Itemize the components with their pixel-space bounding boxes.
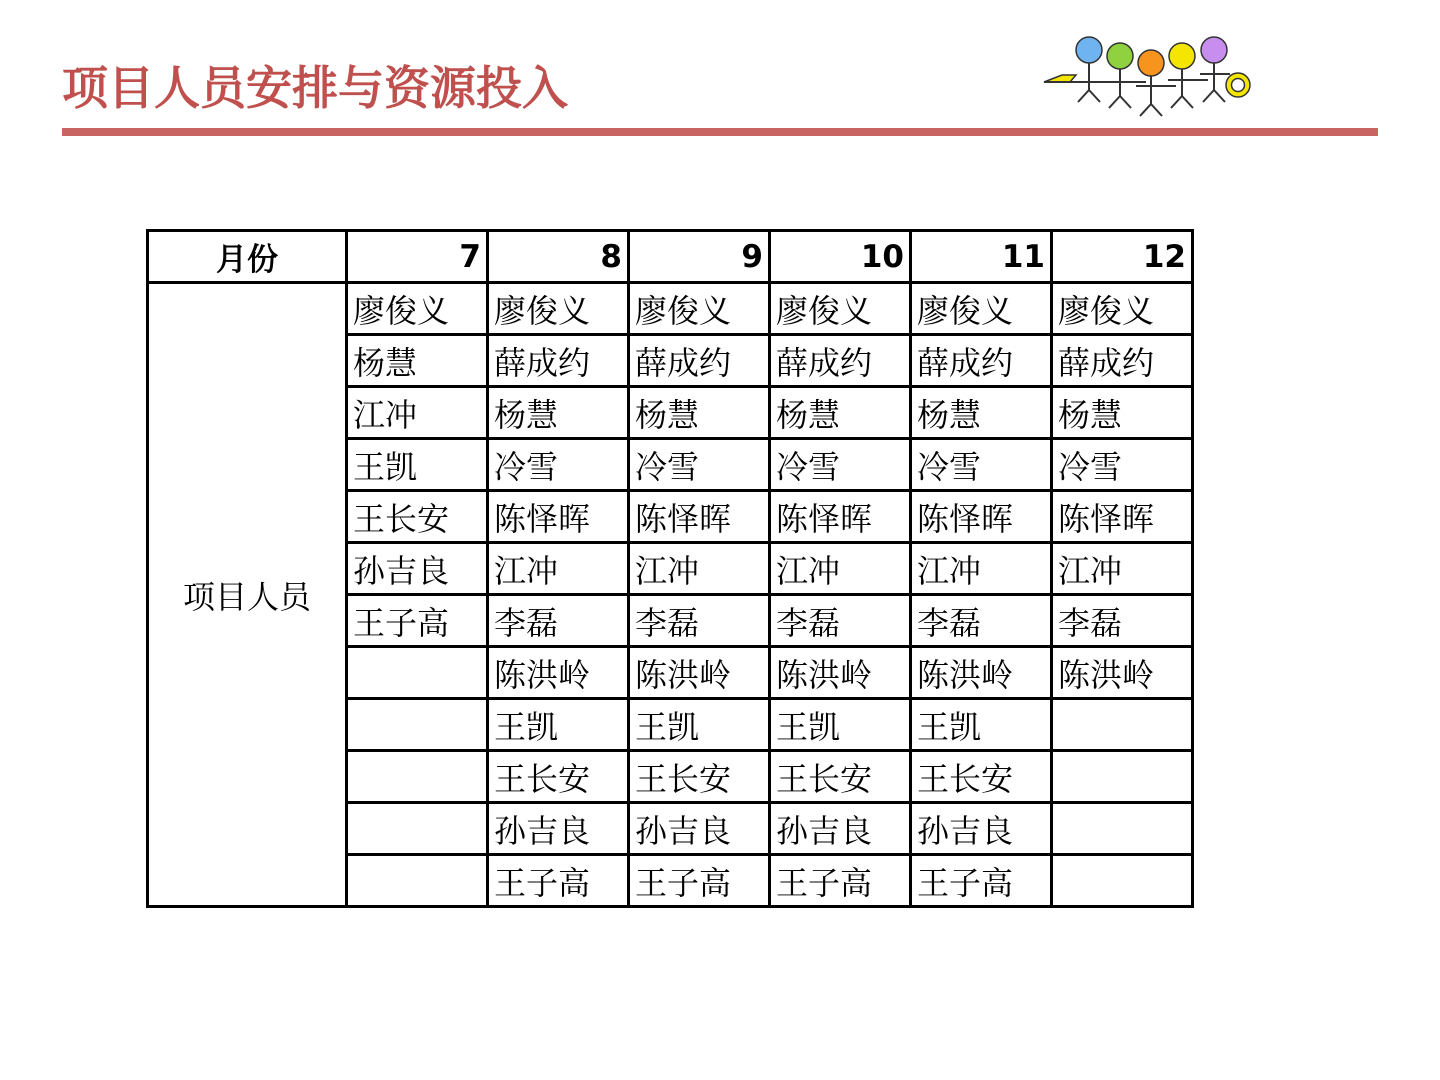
table-row [148, 283, 1193, 335]
staff-cell [1052, 855, 1193, 907]
staff-cell: 陈洪岭 [629, 647, 770, 699]
staff-cell: 廖俊义 [1052, 283, 1193, 335]
staff-cell: 陈怿晖 [1052, 491, 1193, 543]
staff-cell: 杨慧 [629, 387, 770, 439]
staff-cell: 王子高 [911, 855, 1052, 907]
staff-cell: 王子高 [629, 855, 770, 907]
logo-figure-1 [1076, 37, 1102, 102]
staff-cell: 王子高 [770, 855, 911, 907]
staff-cell: 王长安 [488, 751, 629, 803]
staff-cell: 孙吉良 [629, 803, 770, 855]
staff-cell: 廖俊义 [911, 283, 1052, 335]
staff-cell: 王凯 [629, 699, 770, 751]
staff-cell: 杨慧 [911, 387, 1052, 439]
staff-cell: 王长安 [770, 751, 911, 803]
table-body [148, 283, 1193, 907]
staff-cell: 薛成约 [911, 335, 1052, 387]
staff-cell: 薛成约 [1052, 335, 1193, 387]
staff-cell [1052, 803, 1193, 855]
staffing-table [146, 229, 1194, 908]
staff-cell: 薛成约 [629, 335, 770, 387]
title-divider [62, 128, 1378, 136]
staff-cell: 陈怿晖 [488, 491, 629, 543]
staff-cell: 王子高 [347, 595, 488, 647]
staff-cell: 孙吉良 [488, 803, 629, 855]
staff-cell: 杨慧 [770, 387, 911, 439]
staff-cell: 江冲 [770, 543, 911, 595]
staff-cell [1052, 751, 1193, 803]
staff-cell [347, 803, 488, 855]
staff-cell: 陈洪岭 [911, 647, 1052, 699]
staff-cell: 江冲 [488, 543, 629, 595]
month-header: 7 [347, 231, 488, 283]
staff-cell: 陈怿晖 [770, 491, 911, 543]
staff-cell: 李磊 [1052, 595, 1193, 647]
row-group-label: 项目人员 [148, 283, 347, 907]
staff-cell: 廖俊义 [347, 283, 488, 335]
staff-cell: 李磊 [488, 595, 629, 647]
staff-cell: 冷雪 [629, 439, 770, 491]
table-header-row [148, 231, 1193, 283]
staff-cell: 薛成约 [488, 335, 629, 387]
month-header: 9 [629, 231, 770, 283]
staff-cell: 廖俊义 [629, 283, 770, 335]
staff-cell: 王长安 [911, 751, 1052, 803]
staff-cell: 冷雪 [1052, 439, 1193, 491]
staff-cell: 王子高 [488, 855, 629, 907]
staff-cell: 廖俊义 [488, 283, 629, 335]
staff-cell: 江冲 [629, 543, 770, 595]
staff-cell: 陈洪岭 [488, 647, 629, 699]
staff-cell [347, 647, 488, 699]
staff-cell: 王长安 [629, 751, 770, 803]
staff-cell: 王凯 [347, 439, 488, 491]
logo-flag [1044, 75, 1076, 82]
month-header: 10 [770, 231, 911, 283]
team-logo [1040, 30, 1260, 120]
staff-cell: 陈洪岭 [1052, 647, 1193, 699]
page-title: 项目人员安排与资源投入 [62, 61, 568, 115]
staff-cell: 孙吉良 [347, 543, 488, 595]
staff-cell: 廖俊义 [770, 283, 911, 335]
staff-cell: 李磊 [629, 595, 770, 647]
logo-figure-5 [1200, 37, 1230, 102]
staff-cell: 江冲 [911, 543, 1052, 595]
staff-cell: 李磊 [911, 595, 1052, 647]
staff-cell: 江冲 [347, 387, 488, 439]
staff-cell [347, 855, 488, 907]
staff-cell: 孙吉良 [770, 803, 911, 855]
staff-cell: 王长安 [347, 491, 488, 543]
month-header: 11 [911, 231, 1052, 283]
staff-cell: 陈洪岭 [770, 647, 911, 699]
staff-cell: 李磊 [770, 595, 911, 647]
staff-cell: 薛成约 [770, 335, 911, 387]
staff-cell: 杨慧 [1052, 387, 1193, 439]
staff-cell: 孙吉良 [911, 803, 1052, 855]
staff-cell: 陈怿晖 [629, 491, 770, 543]
month-header: 12 [1052, 231, 1193, 283]
staff-cell: 杨慧 [347, 335, 488, 387]
staff-cell [1052, 699, 1193, 751]
staff-cell: 冷雪 [911, 439, 1052, 491]
staff-cell: 杨慧 [488, 387, 629, 439]
staff-cell: 江冲 [1052, 543, 1193, 595]
staff-cell: 王凯 [488, 699, 629, 751]
staff-cell: 冷雪 [770, 439, 911, 491]
staff-cell: 王凯 [911, 699, 1052, 751]
month-header: 8 [488, 231, 629, 283]
staff-cell: 王凯 [770, 699, 911, 751]
staff-cell: 陈怿晖 [911, 491, 1052, 543]
staff-cell [347, 699, 488, 751]
staff-cell: 冷雪 [488, 439, 629, 491]
month-column-header: 月份 [148, 231, 347, 283]
staff-cell [347, 751, 488, 803]
